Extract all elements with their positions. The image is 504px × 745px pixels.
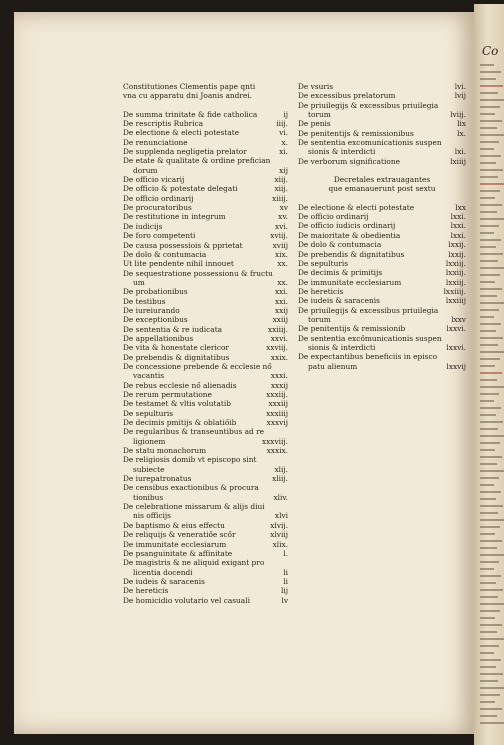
entry-title-line: De causa possessiois & pprietat — [123, 240, 243, 250]
entry-folio-number: x. — [281, 137, 288, 147]
entry-folio-number: xxxi. — [270, 371, 288, 381]
entry-folio-number: lxxij. — [448, 240, 466, 250]
entry-title-line: De decimis & primitijs — [298, 268, 383, 278]
entry-folio-number: xxxiij — [268, 399, 288, 409]
extravagantes-subheading — [298, 175, 466, 194]
entry-title-line: De maioritate & obedientia — [298, 230, 401, 240]
entry-folio-number: lxxiij. — [445, 268, 466, 278]
entry-folio-number: xxxix. — [266, 446, 288, 456]
entry-title-line: De sequestratione possessionu & fructu — [123, 268, 273, 278]
subhead-line: Decretales extrauagantes — [333, 175, 431, 185]
entry-folio-number: xxxiij. — [266, 390, 288, 399]
entry-title-line: De officio vicarij — [123, 175, 185, 185]
entry-folio-number: xlij. — [274, 464, 288, 474]
entry-folio-number: lij — [280, 586, 288, 596]
right-column — [298, 82, 466, 371]
entry-title-line: sionis & interdicti — [308, 147, 376, 157]
entry-title-line: patu alienum — [308, 361, 358, 371]
entry-title-line: De electione & electi potestate — [298, 202, 415, 212]
entry-folio-number: lxxiij. — [445, 258, 466, 268]
entry-folio-number: l. — [283, 548, 288, 558]
entry-folio-number: xviij — [272, 240, 288, 250]
entry-folio-number: xi. — [279, 147, 288, 157]
entry-title-line: De testamet & vltis volutatib — [123, 399, 231, 409]
adjacent-page-text-lines — [480, 64, 504, 729]
entry-title-line: De priuilegijs & excessibus priuilegia — [298, 100, 439, 110]
entry-folio-number: lvij — [454, 91, 466, 101]
entry-folio-number: xiij. — [274, 175, 288, 185]
adjacent-page-edge — [474, 4, 504, 745]
entry-title-line: De prebendis & dignitatibus — [298, 249, 405, 259]
entry-folio-number: xiiij. — [272, 193, 288, 203]
entry-title-line: De verborum significatione — [298, 156, 400, 166]
entry-title-line: De vita & honestate clericor — [123, 343, 229, 353]
entry-title-line: De reliquijs & veneratiőe scőr — [123, 530, 236, 540]
entry-title-line: De sententia excomunicationis suspen — [298, 138, 442, 148]
entry-title-line: De statu monachorum — [123, 446, 207, 456]
entry-title-line: De prebendis & dignitatibus — [123, 352, 230, 362]
entry-title-line: De celebratione missarum & alijs diui — [123, 502, 265, 512]
entry-folio-number: xxiiij. — [267, 324, 288, 334]
entry-title-line: De dolo & contumacia — [298, 240, 382, 250]
entry-title-line: De regularibus & transeuntibus ad re — [123, 427, 264, 437]
entry-title-line: De iurepatronatus — [123, 474, 192, 484]
entry-folio-number: xlvi — [274, 511, 288, 521]
entry-folio-number: ij — [283, 109, 288, 119]
entry-title-line: um — [133, 277, 145, 287]
entry-title-line: dorum — [133, 165, 158, 175]
entry-folio-number: xix. — [274, 249, 288, 259]
entry-folio-number: lxxiij. — [445, 277, 466, 287]
entry-title-line: torum — [308, 110, 331, 120]
entry-folio-number: xv — [279, 203, 288, 213]
entry-folio-number: xiij. — [274, 184, 288, 194]
entry-folio-number: lxxiiij. — [443, 286, 466, 296]
entry-folio-number: lxi. — [454, 147, 466, 157]
entry-title-line: subiecte — [133, 464, 165, 474]
entry-title-line: De sententia & re iudicata — [123, 324, 223, 334]
entry-title-line: De renunciatione — [123, 137, 188, 147]
entry-folio-number: xvi. — [274, 221, 288, 231]
entry-folio-number: li — [283, 576, 288, 586]
entry-title-line: De priuilegijs & excessibus priuilegia — [298, 305, 439, 315]
entry-folio-number: xx. — [277, 259, 288, 269]
entry-folio-number: xxvi. — [270, 333, 288, 343]
entry-title-line: De iudicijs — [123, 221, 163, 231]
entry-title-line: De rerum permutatione — [123, 390, 212, 399]
entry-folio-number: xv. — [278, 212, 288, 222]
entry-folio-number: lxxi. — [450, 212, 466, 222]
entry-title-line: De electione & electi potestate — [123, 128, 240, 138]
entry-folio-number: lviij. — [450, 110, 466, 120]
entry-folio-number: xxij — [275, 305, 288, 315]
right-entries-list-2 — [298, 203, 466, 371]
entry-folio-number: xlviij — [270, 530, 288, 540]
entry-folio-number: xxiij — [272, 315, 288, 325]
entry-title-line: De restitutione in integrum — [123, 212, 226, 222]
entry-folio-number: xviij. — [270, 231, 288, 241]
entry-folio-number: iiij. — [276, 119, 288, 129]
entry-title-line: De iureiurando — [123, 305, 180, 315]
entry-title-line: De excessibus prelatorum — [298, 91, 396, 101]
entry-folio-number: lxiiij — [450, 156, 466, 166]
entry-folio-number: xxix. — [270, 352, 288, 362]
entry-folio-number: lxxiiij — [445, 296, 466, 306]
entry-title-line: torum — [308, 314, 331, 324]
entry-title-line: De penitentijs & remissionibus — [298, 128, 414, 138]
entry-title-line: tionibus — [133, 492, 164, 502]
entry-title-line: De procuratoribus — [123, 203, 192, 213]
entry-title-line: De exceptionibus — [123, 315, 188, 325]
entry-title-line: De censibus exactionibus & procura — [123, 483, 259, 493]
entry-title-line: De appellationibus — [123, 333, 194, 343]
entry-title-line: De dolo & contumacia — [123, 249, 207, 259]
entry-title-line: De baptismo & eius effectu — [123, 520, 225, 530]
entry-title-line: De decimis pmitijs & oblatiőib — [123, 418, 237, 428]
entry-folio-number: lxxvi. — [446, 342, 466, 352]
entry-folio-number: xxxiiij — [266, 408, 288, 418]
entry-title-line: De hereticis — [298, 286, 344, 296]
entry-folio-number: xliij. — [272, 474, 288, 484]
entry-title-line: De rebus ecclesie nő alienadis — [123, 380, 237, 390]
entry-folio-number: lxx — [455, 202, 466, 212]
entry-title-line: Ut lite pendente nihil innouet — [123, 259, 234, 269]
entry-title-line: De magistris & ne aliquid exigant pro — [123, 558, 265, 568]
entry-title-line: De probationibus — [123, 287, 188, 297]
entry-title-line: licentia docendi — [133, 567, 193, 577]
entry-folio-number: lvi. — [454, 82, 466, 91]
entry-folio-number: lix — [457, 119, 466, 129]
entry-folio-number: xxxij — [270, 380, 288, 390]
entry-title-line: De vsuris — [298, 82, 334, 91]
entry-title-line: De immunitate ecclesiarum — [123, 539, 227, 549]
entry-folio-number: xliv. — [273, 492, 288, 502]
subhead-line: que emanauerunt post sextu — [328, 184, 436, 194]
adjacent-page-header: Co — [482, 44, 499, 58]
entry-folio-number: lxxi. — [450, 230, 466, 240]
right-entries-list-1 — [298, 82, 466, 166]
entry-folio-number: lv — [281, 595, 288, 605]
entry-title-line: De expectantibus beneficiis in episco — [298, 352, 438, 362]
entry-title-line: De testibus — [123, 296, 166, 306]
left-column — [123, 82, 288, 605]
entry-title-line: De summa trinitate & fide catholica — [123, 109, 258, 119]
entry-title-line: vacantis — [133, 371, 165, 381]
entry-title-line: De penis — [298, 119, 331, 129]
entry-title-line: De etate & qualitate & ordine prefician — [123, 156, 271, 166]
entry-title-line: De officio iudicis ordinarij — [298, 221, 396, 231]
entry-title-line: De supplenda negligetia prelator — [123, 147, 247, 157]
entry-title-line: De officio ordinarij — [298, 212, 369, 222]
entry-title-line: De hereticis — [123, 586, 169, 596]
entry-title-line: sionis & interdicti — [308, 342, 376, 352]
entry-folio-number: lxxvi. — [446, 324, 466, 334]
entry-title-line: De foro competenti — [123, 231, 196, 241]
entry-folio-number: xij — [279, 165, 288, 175]
entry-folio-number: lxxij. — [448, 249, 466, 259]
entry-title-line: De officio & potestate delegati — [123, 184, 238, 194]
entry-folio-number: xlix. — [272, 539, 288, 549]
entry-folio-number: lx. — [457, 128, 466, 138]
entry-title-line: De penitentijs & remissionib — [298, 324, 406, 334]
entry-folio-number: xxxviij. — [261, 436, 288, 446]
entry-title-line: De religiosis domib vt episcopo sint — [123, 455, 257, 465]
entry-folio-number: xxi. — [274, 287, 288, 297]
entry-folio-number: lxxvij — [446, 361, 466, 371]
entry-title-line: De iudeis & saracenis — [123, 576, 205, 586]
entry-title-line: De iudeis & saracenis — [298, 296, 380, 306]
entry-title-line: ligionem — [133, 436, 166, 446]
entry-folio-number: xlvij. — [270, 520, 288, 530]
entry-title-line: De concessione prebende & ecclesie nő — [123, 361, 272, 371]
entry-title-line: De homicidio volutario vel casuali — [123, 595, 250, 605]
head-line: Constitutiones Clementis pape qnti — [123, 82, 256, 91]
table-of-contents-heading — [123, 82, 288, 101]
entry-folio-number: vi. — [279, 128, 288, 138]
entry-folio-number: xxviij. — [266, 343, 288, 353]
head-line: vna cu apparatu dni Joanis andrei. — [123, 91, 253, 101]
entry-folio-number: xxxvij — [266, 418, 288, 428]
entry-title-line: De rescriptis Rubrica — [123, 119, 204, 129]
entry-title-line: De officio ordinarij — [123, 193, 194, 203]
entry-title-line: De psanguinitate & affinitate — [123, 548, 233, 558]
left-entries-list — [123, 110, 288, 605]
entry-folio-number: lxxi. — [450, 221, 466, 231]
entry-title-line: nis officijs — [133, 511, 171, 521]
entry-title-line: De immunitate ecclesiarum — [298, 277, 402, 287]
entry-title-line: De sententia excőmunicationis suspen — [298, 333, 442, 343]
entry-folio-number: xx. — [277, 277, 288, 287]
entry-folio-number: lxxv — [451, 314, 466, 324]
entry-folio-number: xxi. — [274, 296, 288, 306]
entry-folio-number: li — [283, 567, 288, 577]
entry-title-line: De sepulturis — [298, 258, 349, 268]
entry-title-line: De sepulturis — [123, 408, 174, 418]
